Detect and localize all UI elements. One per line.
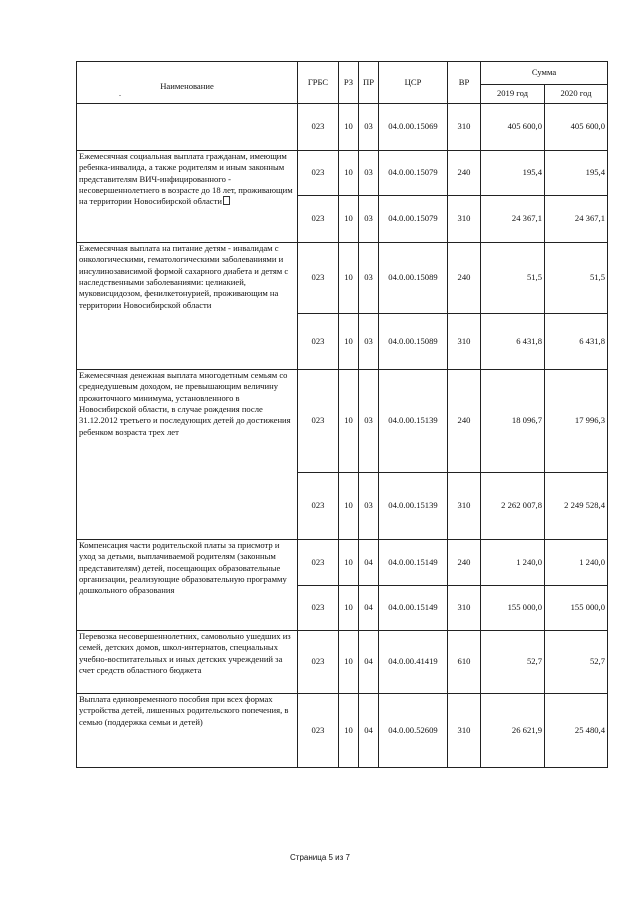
cell-vr: 310	[448, 314, 481, 370]
cell-y2020: 17 996,3	[545, 370, 608, 473]
cell-rz: 10	[339, 104, 359, 151]
cell-grbs: 023	[298, 314, 339, 370]
cell-grbs: 023	[298, 370, 339, 473]
cell-vr: 310	[448, 104, 481, 151]
item-name: Компенсация части родительской платы за присмотр и уход за детьми, выплачиваемой родителям (законным представителям) детей, посещающих образовательные организации, реализующие образовательную программу дошкольного образования	[79, 540, 287, 596]
cell-grbs: 023	[298, 540, 339, 586]
cell-rz: 10	[339, 586, 359, 631]
cell-rz: 10	[339, 540, 359, 586]
missing-glyph-icon	[223, 196, 230, 205]
cell-pr: 04	[359, 586, 379, 631]
table-row	[77, 631, 608, 694]
item-name: Выплата единовременного пособия при всех формах устройства детей, лишенных родительского попечения, в семью (поддержка семьи и детей)	[79, 694, 289, 727]
table-row	[77, 370, 608, 473]
cell-rz: 10	[339, 243, 359, 314]
cell-rz: 10	[339, 694, 359, 768]
cell-grbs: 023	[298, 586, 339, 631]
cell-csr: 04.0.00.15089	[379, 314, 448, 370]
cell-grbs: 023	[298, 473, 339, 540]
cell-y2019: 26 621,9	[481, 694, 545, 768]
header-stray-mark: .	[119, 89, 121, 99]
cell-pr: 03	[359, 104, 379, 151]
cell-y2020: 6 431,8	[545, 314, 608, 370]
cell-y2020: 155 000,0	[545, 586, 608, 631]
cell-vr: 310	[448, 196, 481, 243]
table-row	[77, 151, 608, 196]
cell-pr: 04	[359, 631, 379, 694]
cell-pr: 03	[359, 473, 379, 540]
cell-y2020: 195,4	[545, 151, 608, 196]
cell-rz: 10	[339, 151, 359, 196]
cell-pr: 03	[359, 196, 379, 243]
table-header	[77, 62, 608, 104]
table-row	[77, 694, 608, 768]
item-name: Ежемесячная выплата на питание детям - инвалидам с онкологическими, гематологическими заболеваниями и инсулинозависимой формой сахарного диабета и детям с наследственными заболеваниями: целиакией, муковисцидозом, фенилкетонурией, проживающим на территории Новосибирской области	[79, 243, 289, 310]
cell-vr: 240	[448, 540, 481, 586]
cell-pr: 03	[359, 370, 379, 473]
cell-vr: 310	[448, 586, 481, 631]
cell-csr: 04.0.00.15149	[379, 586, 448, 631]
cell-y2019: 18 096,7	[481, 370, 545, 473]
cell-grbs: 023	[298, 196, 339, 243]
table-row	[77, 243, 608, 314]
item-name-cell	[77, 694, 298, 768]
cell-pr: 03	[359, 151, 379, 196]
cell-vr: 240	[448, 370, 481, 473]
item-name-cell	[77, 370, 298, 540]
cell-y2020: 25 480,4	[545, 694, 608, 768]
cell-csr: 04.0.00.15139	[379, 473, 448, 540]
item-name: Ежемесячная социальная выплата гражданам, имеющим ребенка-инвалида, а также родителям и иным законным представителям ВИЧ-инфицированного - несовершеннолетнего в возрасте до 18 лет, проживающим на территории Новосибирской области	[79, 151, 293, 207]
header-name: Наименование .	[77, 62, 298, 104]
table-row	[77, 540, 608, 586]
cell-y2019: 51,5	[481, 243, 545, 314]
cell-rz: 10	[339, 196, 359, 243]
cell-vr: 310	[448, 473, 481, 540]
header-vr: ВР	[448, 62, 481, 104]
item-name: Ежемесячная денежная выплата многодетным семьям со среднедушевым доходом, не превышающим величину прожиточного минимума, установленного в Новосибирской области, в случае рождения после 31.12.2012 третьего и последующих детей до достижения ребенком возраста трех лет	[79, 370, 291, 437]
cell-y2019: 2 262 007,8	[481, 473, 545, 540]
cell-csr: 04.0.00.15149	[379, 540, 448, 586]
cell-pr: 04	[359, 694, 379, 768]
cell-grbs: 023	[298, 151, 339, 196]
cell-y2019: 24 367,1	[481, 196, 545, 243]
cell-csr: 04.0.00.15139	[379, 370, 448, 473]
cell-csr: 04.0.00.52609	[379, 694, 448, 768]
cell-rz: 10	[339, 473, 359, 540]
cell-y2019: 405 600,0	[481, 104, 545, 151]
cell-vr: 310	[448, 694, 481, 768]
item-name-cell	[77, 540, 298, 631]
cell-grbs: 023	[298, 104, 339, 151]
cell-grbs: 023	[298, 694, 339, 768]
header-grbs: ГРБС	[298, 62, 339, 104]
cell-pr: 03	[359, 243, 379, 314]
item-name-cell	[77, 631, 298, 694]
cell-csr: 04.0.00.41419	[379, 631, 448, 694]
cell-y2019: 195,4	[481, 151, 545, 196]
cell-vr: 240	[448, 243, 481, 314]
cell-y2020: 1 240,0	[545, 540, 608, 586]
cell-y2020: 2 249 528,4	[545, 473, 608, 540]
header-year-2019: 2019 год	[481, 85, 545, 104]
cell-pr: 04	[359, 540, 379, 586]
cell-rz: 10	[339, 631, 359, 694]
cell-y2019: 6 431,8	[481, 314, 545, 370]
header-csr: ЦСР	[379, 62, 448, 104]
cell-grbs: 023	[298, 243, 339, 314]
cell-y2020: 405 600,0	[545, 104, 608, 151]
cell-csr: 04.0.00.15069	[379, 104, 448, 151]
cell-y2020: 24 367,1	[545, 196, 608, 243]
cell-y2019: 1 240,0	[481, 540, 545, 586]
cell-rz: 10	[339, 314, 359, 370]
cell-csr: 04.0.00.15089	[379, 243, 448, 314]
item-name: Перевозка несовершеннолетних, самовольно ушедших из семей, детских домов, школ-интернатов, специальных учебно-воспитательных и иных детских учреждений за счет средств областного бюджета	[79, 631, 291, 676]
header-rz: РЗ	[339, 62, 359, 104]
page-footer: Страница 5 из 7	[290, 853, 350, 862]
cell-y2020: 52,7	[545, 631, 608, 694]
cell-grbs: 023	[298, 631, 339, 694]
item-name-cell	[77, 104, 298, 151]
cell-pr: 03	[359, 314, 379, 370]
cell-y2019: 155 000,0	[481, 586, 545, 631]
cell-csr: 04.0.00.15079	[379, 196, 448, 243]
cell-vr: 240	[448, 151, 481, 196]
cell-vr: 610	[448, 631, 481, 694]
header-pr: ПР	[359, 62, 379, 104]
header-year-2020: 2020 год	[545, 85, 608, 104]
header-sum: Сумма	[481, 62, 608, 85]
table-row	[77, 104, 608, 151]
cell-csr: 04.0.00.15079	[379, 151, 448, 196]
cell-rz: 10	[339, 370, 359, 473]
item-name-cell	[77, 243, 298, 370]
item-name-cell	[77, 151, 298, 243]
budget-table	[76, 61, 608, 768]
cell-y2020: 51,5	[545, 243, 608, 314]
table-body	[77, 104, 608, 768]
cell-y2019: 52,7	[481, 631, 545, 694]
